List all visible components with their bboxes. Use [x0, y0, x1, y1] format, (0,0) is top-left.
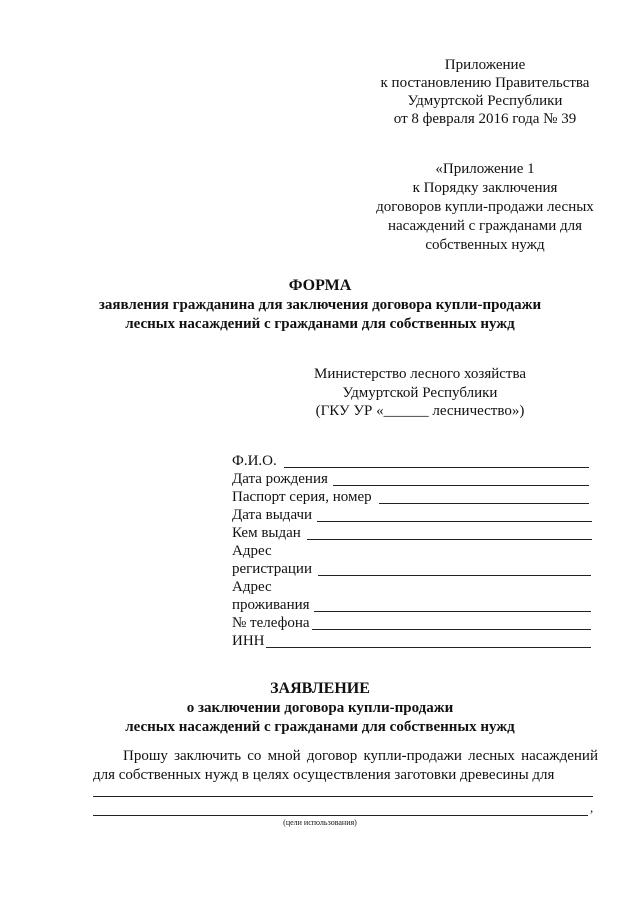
- field-label: Дата рождения: [232, 471, 328, 487]
- field-label: регистрации: [232, 561, 312, 577]
- birth-date-input-line[interactable]: [333, 485, 589, 486]
- field-phone: [232, 614, 310, 632]
- purpose-input-line-1[interactable]: [93, 796, 593, 797]
- appendix-1-line: насаждений с гражданами для: [387, 218, 582, 234]
- field-address-1: [232, 542, 272, 560]
- form-subtitle-line: лесных насаждений с гражданами для собственных нужд: [125, 315, 515, 332]
- field-issued-by: [232, 524, 301, 542]
- appendix-1-line: собственных нужд: [425, 237, 545, 253]
- statement-subtitle-line: о заключении договора купли-продажи: [186, 700, 454, 716]
- form-title: ФОРМА: [288, 277, 352, 294]
- recipient-line: Удмуртской Республики: [342, 384, 498, 401]
- form-subtitle-line: заявления гражданина для заключения договора купли-продажи: [98, 297, 542, 313]
- issued-by-input-line[interactable]: [307, 539, 592, 540]
- appendix-1-line: «Приложение 1: [435, 161, 535, 177]
- purpose-input-line-2[interactable]: [93, 815, 588, 816]
- recipient-line: Министерство лесного хозяйства: [314, 366, 526, 382]
- appendix-line: Приложение: [444, 57, 526, 73]
- field-label: Кем выдан: [232, 525, 301, 541]
- field-label: Адрес: [232, 543, 272, 559]
- appendix-1-line: к Порядку заключения: [412, 180, 558, 196]
- appendix-1-line: договоров купли-продажи лесных: [376, 199, 594, 215]
- field-label: Паспорт серия, номер: [232, 489, 372, 505]
- purpose-comma: ,: [590, 800, 594, 815]
- inn-input-line[interactable]: [266, 647, 591, 648]
- field-birth-date: [232, 470, 328, 488]
- statement-body: [93, 747, 598, 785]
- field-label: проживания: [232, 597, 310, 613]
- statement-title: ЗАЯВЛЕНИЕ: [270, 680, 370, 697]
- field-label: Ф.И.О.: [232, 453, 277, 469]
- field-label: ИНН: [232, 633, 265, 649]
- field-residence: [232, 596, 310, 614]
- form-subtitle: [0, 296, 640, 333]
- appendix-line: от 8 февраля 2016 года № 39: [393, 111, 577, 127]
- appendix-line: Удмуртской Республики: [407, 93, 563, 109]
- phone-input-line[interactable]: [312, 629, 591, 630]
- statement-subtitle: [0, 699, 640, 736]
- fio-input-line[interactable]: [284, 467, 589, 468]
- residence-input-line[interactable]: [314, 611, 591, 612]
- field-passport: [232, 488, 372, 506]
- appendix-line: к постановлению Правительства: [380, 75, 590, 91]
- statement-body-text: Прошу заключить со мной договор купли-продажи лесных насаждений для собственных нужд в целях осуществления заготовки древесины для: [93, 748, 598, 783]
- purpose-note: (цели использования): [283, 818, 357, 827]
- issue-date-input-line[interactable]: [317, 521, 592, 522]
- field-label: № телефона: [232, 615, 310, 631]
- passport-input-line[interactable]: [379, 503, 589, 504]
- field-fio: [232, 452, 277, 470]
- field-registration: [232, 560, 312, 578]
- field-issue-date: [232, 506, 312, 524]
- field-inn: [232, 632, 265, 650]
- statement-subtitle-line: лесных насаждений с гражданами для собственных нужд: [125, 718, 515, 735]
- field-label: Дата выдачи: [232, 507, 313, 523]
- registration-input-line[interactable]: [318, 575, 591, 576]
- field-address-2: [232, 578, 272, 596]
- recipient-line: (ГКУ УР «______ лесничество»): [315, 403, 525, 419]
- recipient-block: [295, 365, 545, 421]
- appendix-header: [360, 56, 610, 128]
- field-label: Адрес: [232, 579, 272, 595]
- appendix-1-header: [355, 160, 615, 255]
